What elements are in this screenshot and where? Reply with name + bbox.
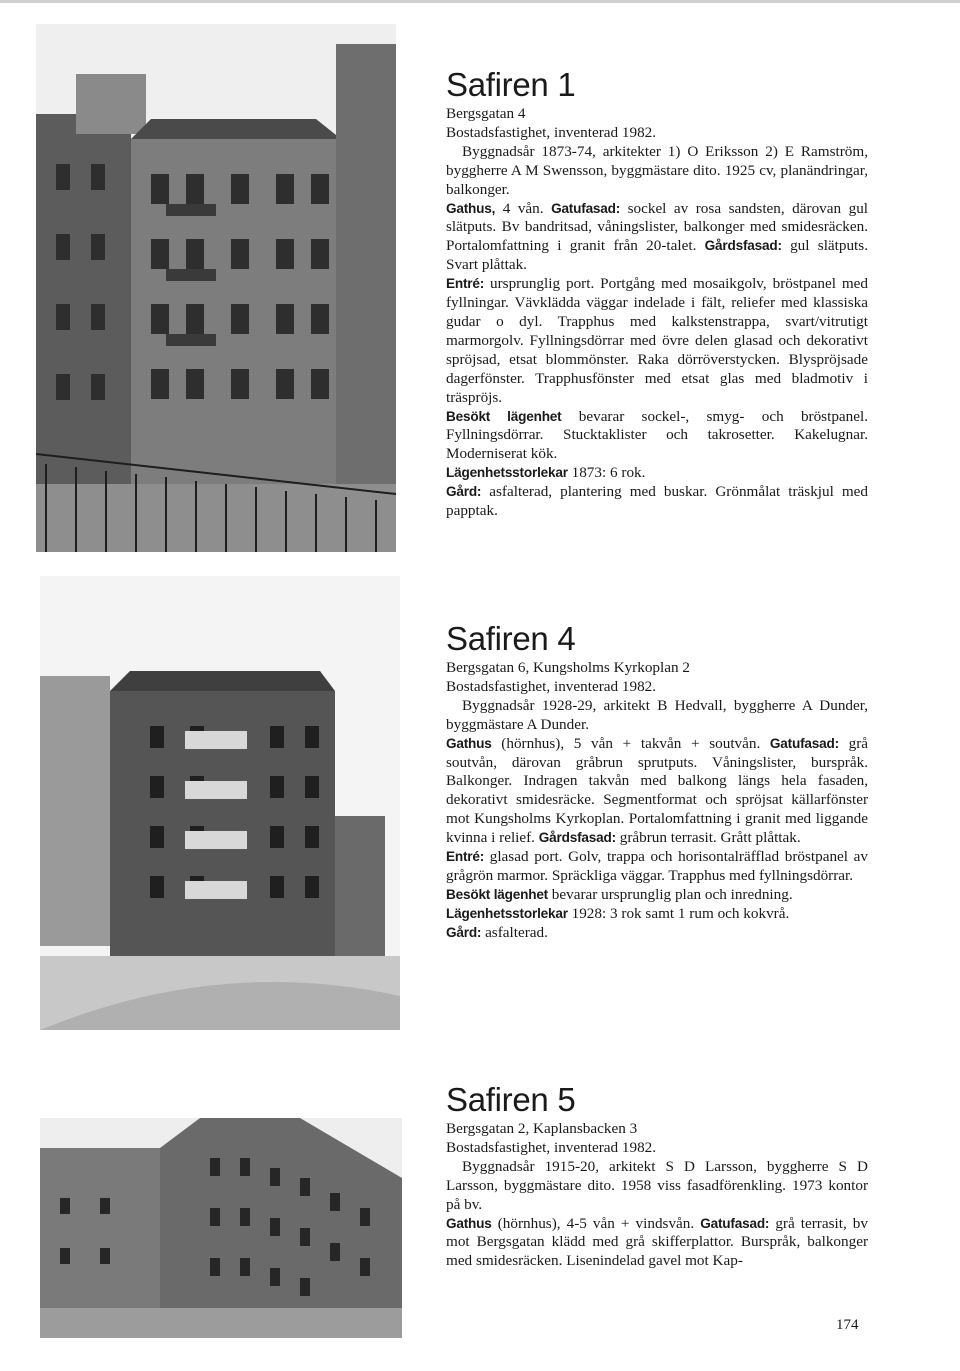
entry-inventory: Bostadsfastighet, inventerad 1982. <box>446 123 657 141</box>
entry-address: Bergsgatan 4 <box>446 105 526 122</box>
field-label: Besökt lägenhet <box>446 408 562 424</box>
field-text: (hörnhus), 5 vån + takvån + soutvån. <box>491 734 770 752</box>
field-text: Byggnadsår 1873-74, arkitekter 1) O Eriksson 2) E Ramström, byggherre A M Swensson, byggmästare dito. 1925 cv, planändringar, balkonger. <box>446 142 868 198</box>
field-label: Gatufasad: <box>551 200 621 216</box>
field-label: Lägenhetsstorlekar <box>446 465 568 481</box>
field-text: Byggnadsår 1915-20, arkitekt S D Larsson, byggherre S D Larsson, byggmästare dito. 1958 viss fasadförenkling. 1973 kontor på bv. <box>446 1157 868 1213</box>
entry-paragraph <box>446 848 868 886</box>
field-text: 1928: 3 rok samt 1 rum och kokvrå. <box>567 904 790 922</box>
field-text: ursprunglig port. Portgång med mosaikgolv, bröstpanel med fyllningar. Vävklädda väggar indelade i fält, reliefer med klassiska gudar o dyl. Trapphus med kalkstenstrappa, svart/vitrutigt marmorgolv. Fyllningsdörrar med övre delen glasad och dekorativt spröjsad, etsat blommönster. Raka dörröverstycken. Blyspröjsade dagerfönster. Trapphusfönster med etsat glas med bladmotiv i träspröjs. <box>446 275 868 406</box>
field-label: Gathus, <box>446 200 496 216</box>
entry-paragraph <box>446 924 868 943</box>
field-label: Lägenhetsstorlekar <box>446 905 568 921</box>
field-label: Gathus <box>446 1215 492 1231</box>
field-text: Byggnadsår 1928-29, arkitekt B Hedvall, byggherre A Dunder, byggmästare A Dunder. <box>446 696 868 733</box>
entry-paragraph <box>446 143 868 200</box>
entry-description <box>446 697 868 943</box>
entry-address: Bergsgatan 2, Kaplansbacken 3 <box>446 1120 638 1137</box>
field-text: grå soutvån, därovan gråbrun sprutputs. Våningslister, burspråk. Balkonger. Indragen takvån med balkong längs hela fasaden, dekorativt smidesräcke. Segmentformat och spröjsat källarfönster mot Kungsholms Kyrkoplan. Portalomfattning i granit med liggande kvinna i relief. <box>446 734 868 847</box>
field-text: asfalterad, plantering med buskar. Grönmålat träskjul med papptak. <box>446 483 868 520</box>
field-label: Besökt lägenhet <box>446 886 548 902</box>
field-text: gråbrun terrasit. Grått plåttak. <box>615 829 801 847</box>
field-text: bevarar ursprunglig plan och inredning. <box>548 885 793 903</box>
page-top-rule <box>0 0 960 3</box>
entry-paragraph <box>446 905 868 924</box>
field-text: 1873: 6 rok. <box>567 464 646 482</box>
field-text: bevarar sockel-, smyg- och bröstpanel. Fyllningsdörrar. Stucktaklister och takrosetter. Kakelugnar. Moderniserat kök. <box>446 407 869 463</box>
entry-safiren-1 <box>446 68 868 521</box>
field-text: gul slätputs. Svart plåttak. <box>446 237 868 274</box>
entry-paragraph <box>446 735 868 848</box>
building-photo-safiren-1 <box>36 24 396 552</box>
entry-title: Safiren 1 <box>446 66 576 103</box>
field-text: (hörnhus), 4-5 vån + vindsvån. <box>491 1214 701 1232</box>
field-label: Gårdsfasad: <box>538 830 616 846</box>
entry-title: Safiren 4 <box>446 620 576 657</box>
entry-paragraph <box>446 1158 868 1215</box>
page-number: 174 <box>836 1317 859 1333</box>
entry-paragraph <box>446 200 868 276</box>
entry-title: Safiren 5 <box>446 1081 576 1118</box>
entry-paragraph <box>446 483 868 521</box>
entry-description <box>446 143 868 521</box>
field-label: Gatufasad: <box>700 1215 770 1231</box>
entry-safiren-4 <box>446 622 868 943</box>
field-label: Gård: <box>446 484 482 500</box>
field-label: Gatufasad: <box>769 735 839 751</box>
field-text: asfalterad. <box>481 923 548 941</box>
field-text: grå terrasit, bv mot Bergsgatan klädd med grå skifferplattor. Burspråk, balkonger med smidesräcken. Lisenindelad gavel mot Kap- <box>446 1214 868 1270</box>
field-label: Gård: <box>446 924 482 940</box>
field-text: glasad port. Golv, trappa och horisontalräfflad bröstpanel av grågrön marmor. Spräckliga väggar. Trapphus med fyllningsdörrar. <box>446 848 868 884</box>
field-label: Gathus <box>446 735 492 751</box>
entry-paragraph <box>446 697 868 735</box>
field-text: 4 vån. <box>495 199 552 217</box>
entry-inventory: Bostadsfastighet, inventerad 1982. <box>446 1138 657 1156</box>
entry-paragraph <box>446 464 868 483</box>
entry-address: Bergsgatan 6, Kungsholms Kyrkoplan 2 <box>446 659 690 676</box>
field-label: Entré: <box>446 276 485 292</box>
entry-paragraph <box>446 1215 868 1272</box>
field-text: sockel av rosa sandsten, därovan gul slätputs. Bv bandritsad, våningslister, balkonger med smidesräcken. Portalomfattning i granit från 20-talet. <box>446 199 869 255</box>
field-label: Gårdsfasad: <box>704 238 782 254</box>
entry-description <box>446 1158 868 1271</box>
entry-paragraph <box>446 275 868 407</box>
entry-paragraph <box>446 408 868 465</box>
building-photo-safiren-4 <box>40 576 400 1030</box>
entry-safiren-5 <box>446 1083 868 1271</box>
building-photo-safiren-5 <box>40 1118 402 1338</box>
field-label: Entré: <box>446 849 485 865</box>
entry-paragraph <box>446 886 868 905</box>
entry-inventory: Bostadsfastighet, inventerad 1982. <box>446 677 657 695</box>
